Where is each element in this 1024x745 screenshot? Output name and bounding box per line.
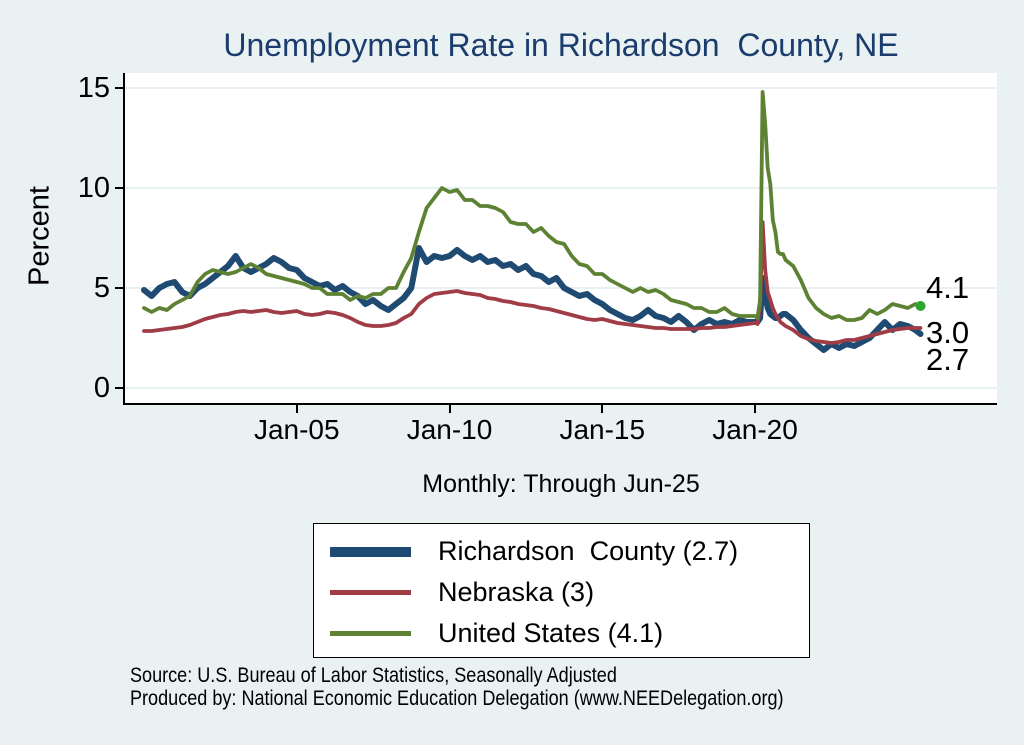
y-tick-label-15: 15 (77, 72, 110, 104)
end-label-nebraska: 3.0 (926, 315, 970, 350)
plot-area (125, 73, 997, 403)
x-tick-label-Jan-10: Jan-10 (406, 414, 493, 445)
legend-swatch (330, 631, 411, 636)
y-tick-label-10: 10 (77, 172, 110, 204)
legend-item (314, 572, 809, 613)
source-note: Source: U.S. Bureau of Labor Statistics, Seasonally Adjusted (130, 664, 617, 687)
x-tick-mark-Jan-10 (449, 405, 451, 413)
x-tick-mark-Jan-20 (754, 405, 756, 413)
chart-title: Unemployment Rate in Richardson County, NE (223, 27, 899, 63)
x-axis-line (123, 403, 997, 405)
end-label-richardson-county: 2.7 (926, 342, 970, 377)
series-line-nebraska-3 (144, 222, 921, 343)
y-tick-label-0: 0 (93, 372, 110, 404)
legend-item-label: United States (4.1) (438, 618, 664, 648)
x-tick-label-Jan-05: Jan-05 (253, 414, 340, 445)
legend-item-label: Richardson County (2.7) (438, 536, 739, 566)
legend-item-label: Nebraska (3) (438, 577, 595, 607)
x-tick-label-Jan-20: Jan-20 (712, 414, 798, 445)
chart-subtitle: Monthly: Through Jun-25 (422, 470, 700, 498)
series-line-united-states-4-1 (144, 92, 921, 320)
series-line-richardson-county-2-7 (144, 248, 921, 350)
y-tick-mark-0 (115, 387, 123, 389)
series-end-dot (916, 301, 926, 311)
end-label-united-states: 4.1 (926, 270, 970, 305)
y-tick-mark-10 (115, 187, 123, 189)
legend (313, 523, 810, 658)
x-tick-mark-Jan-05 (296, 405, 298, 413)
legend-swatch (330, 547, 411, 557)
x-tick-mark-Jan-15 (601, 405, 603, 413)
y-tick-label-5: 5 (93, 272, 110, 304)
y-tick-mark-15 (115, 87, 123, 89)
y-tick-mark-5 (115, 287, 123, 289)
legend-item (314, 613, 809, 654)
x-tick-label-Jan-15: Jan-15 (559, 414, 646, 445)
legend-item (314, 531, 809, 572)
legend-swatch (330, 590, 411, 595)
producer-note: Produced by: National Economic Education Delegation (www.NEEDelegation.org) (130, 687, 784, 710)
y-axis-label: Percent (23, 186, 56, 286)
